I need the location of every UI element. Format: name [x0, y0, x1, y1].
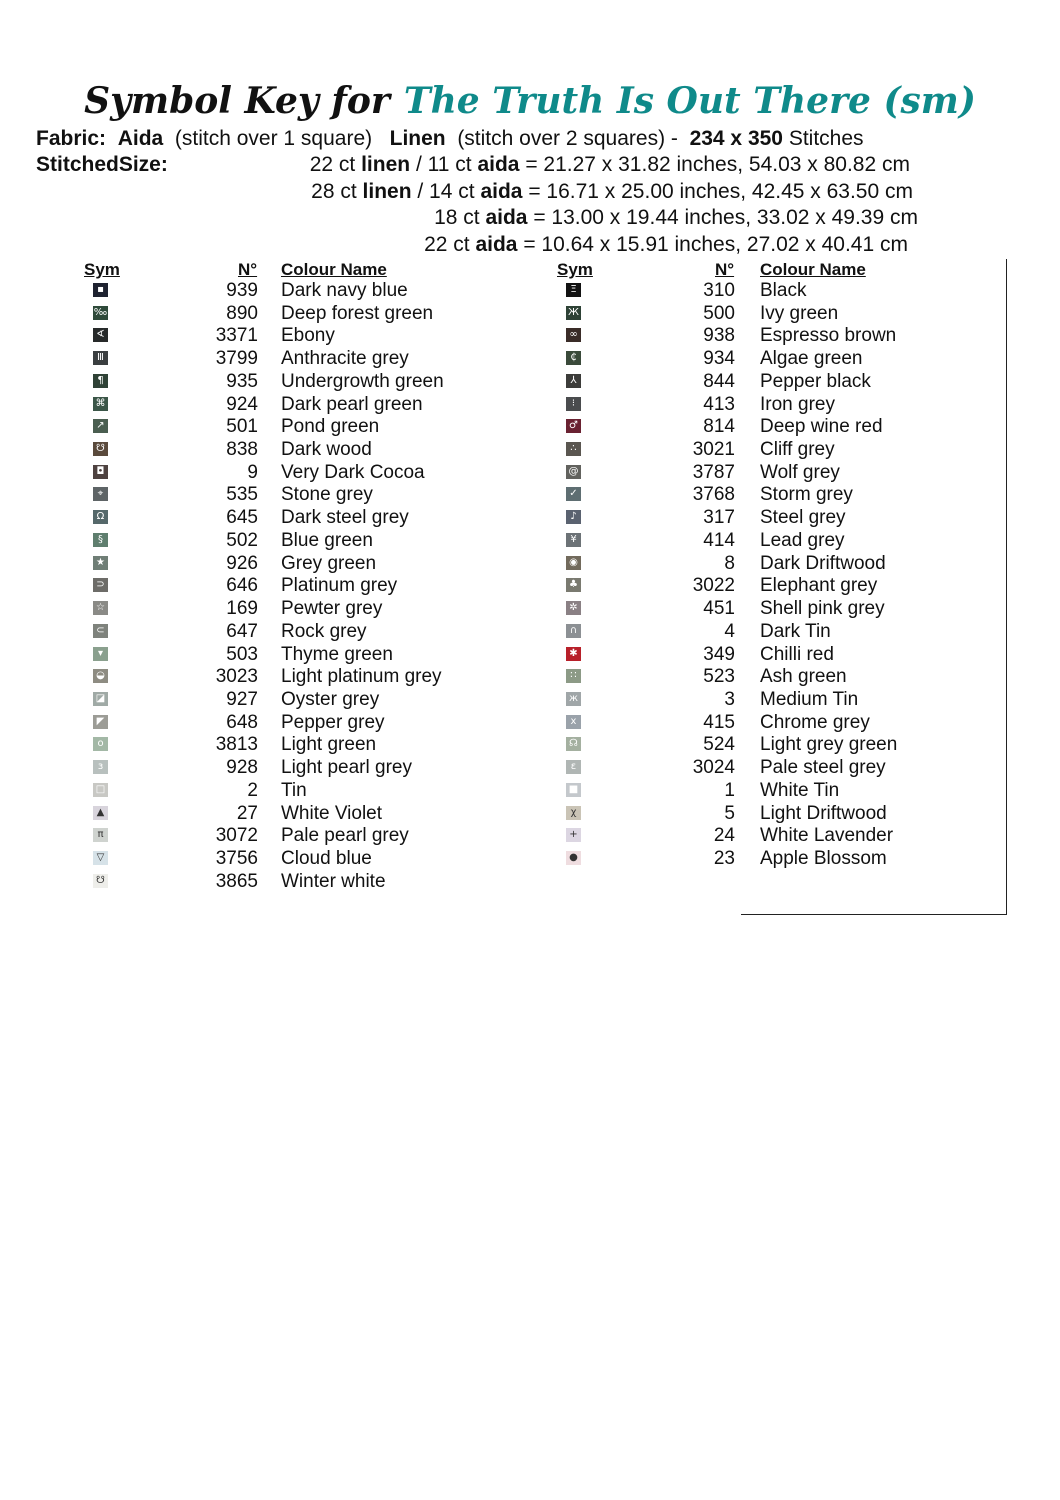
colour-name: Light Driftwood: [760, 802, 887, 824]
fabric-label: Fabric:: [36, 127, 107, 150]
colour-name: White Tin: [760, 779, 840, 801]
colour-number: 4: [724, 620, 735, 642]
colour-name: Chrome grey: [760, 711, 870, 733]
colour-number: 646: [226, 575, 258, 597]
fabric-line: [36, 126, 864, 152]
colour-name: Ash green: [760, 666, 847, 688]
colour-number: 3: [724, 688, 735, 710]
symbol-swatch-icon: ⁝: [566, 397, 581, 411]
symbol-swatch-icon: ◒: [93, 669, 108, 683]
colour-number: 3756: [215, 847, 258, 869]
size-aida: aida: [485, 206, 528, 229]
colour-name: Apple Blossom: [760, 847, 887, 869]
symbol-swatch-icon: +: [566, 828, 581, 842]
table-border-right: [1006, 259, 1007, 915]
symbol-swatch-icon: ◘: [93, 465, 108, 479]
colour-number: 939: [226, 280, 258, 301]
colour-name: Light platinum grey: [281, 666, 442, 688]
colour-row: [0, 416, 1060, 439]
symbol-swatch-icon: Ⅲ: [93, 351, 108, 365]
colour-row: [0, 575, 1060, 598]
fabric-linen-note: (stitch over 2 squares) -: [457, 127, 678, 150]
colour-number: 451: [703, 598, 735, 620]
colour-name: Cloud blue: [281, 847, 372, 869]
symbol-swatch-icon: ⊃: [93, 578, 108, 592]
colour-number: 5: [724, 802, 735, 824]
colour-number: 310: [703, 280, 735, 301]
colour-name: Medium Tin: [760, 688, 859, 710]
colour-number: 927: [226, 688, 258, 710]
symbol-swatch-icon: ₵: [566, 351, 581, 365]
symbol-swatch-icon: χ: [566, 806, 581, 820]
symbol-swatch-icon: ⊂: [93, 624, 108, 638]
colour-name: Rock grey: [281, 620, 367, 642]
colour-name: Oyster grey: [281, 688, 380, 710]
colour-row: [0, 689, 1060, 712]
size-count: 22 ct: [309, 153, 356, 176]
colour-row: [0, 439, 1060, 462]
colour-name: Anthracite grey: [281, 348, 409, 370]
stitched-size-label: StitchedSize:: [36, 153, 168, 176]
size-mid: / 14 ct: [417, 180, 475, 203]
colour-number: 3865: [215, 870, 258, 892]
symbol-swatch-icon: ∴: [566, 442, 581, 456]
colour-name: Light green: [281, 734, 377, 756]
colour-row: [0, 280, 1060, 303]
colour-number: 415: [703, 711, 735, 733]
colour-number: 317: [703, 507, 735, 529]
colour-number: 926: [226, 552, 258, 574]
colour-number: 935: [226, 370, 258, 392]
colour-number: 3023: [215, 666, 258, 688]
colour-name: Storm grey: [760, 484, 853, 506]
symbol-swatch-icon: ɜ: [93, 760, 108, 774]
colour-number: 938: [703, 325, 735, 347]
size-dims: = 13.00 x 19.44 inches, 33.02 x 49.39 cm: [533, 206, 918, 229]
colour-number: 414: [703, 529, 735, 551]
colour-row: [0, 871, 520, 894]
colour-name: Cliff grey: [760, 439, 835, 461]
symbol-swatch-icon: ∷: [566, 669, 581, 683]
colour-row: [0, 507, 1060, 530]
colour-number: 3022: [692, 575, 735, 597]
pattern-name: The Truth Is Out There (sm): [403, 80, 976, 122]
colour-name: Winter white: [281, 870, 386, 892]
colour-name: Thyme green: [281, 643, 393, 665]
colour-number: 844: [703, 370, 735, 392]
colour-number: 169: [226, 598, 258, 620]
table-border-bottom: [741, 914, 1007, 915]
symbol-swatch-icon: ●: [566, 851, 581, 865]
symbol-swatch-icon: ‰: [93, 306, 108, 318]
colour-name: Platinum grey: [281, 575, 398, 597]
colour-name: Dark navy blue: [281, 280, 408, 301]
symbol-swatch-icon: ⅄: [566, 374, 581, 388]
symbol-swatch-icon: ж: [566, 692, 581, 706]
symbol-swatch-icon: ▽: [93, 851, 108, 865]
stitch-count-label: Stitches: [788, 127, 864, 150]
colour-name: Dark wood: [281, 439, 372, 461]
colour-number: 24: [713, 825, 735, 847]
header-sym-right: Sym: [557, 260, 593, 279]
colour-name: Espresso brown: [760, 325, 897, 347]
stitched-size-line: [434, 205, 918, 231]
symbol-swatch-icon: ◪: [93, 692, 108, 706]
symbol-swatch-icon: ∞: [566, 328, 581, 342]
colour-number: 349: [703, 643, 735, 665]
colour-name: Dark steel grey: [281, 507, 409, 529]
colour-number: 924: [226, 393, 258, 415]
right-colour-list: [0, 280, 1060, 871]
symbol-swatch-icon: ↗: [93, 419, 108, 433]
size-mid: / 11 ct: [415, 153, 472, 176]
size-dims: = 21.27 x 31.82 inches, 54.03 x 80.82 cm: [525, 153, 910, 176]
symbol-swatch-icon: o: [93, 737, 108, 751]
symbol-swatch-icon: x: [566, 715, 581, 729]
fabric-aida-note: (stitch over 1 square): [174, 127, 373, 150]
colour-name: Elephant grey: [760, 575, 878, 597]
size-linen: linen: [361, 153, 411, 176]
size-aida: aida: [477, 153, 520, 176]
stitch-count: 234 x 350: [689, 127, 783, 150]
colour-row: [0, 303, 1060, 326]
size-dims: = 16.71 x 25.00 inches, 42.45 x 63.50 cm: [528, 180, 913, 203]
colour-name: Iron grey: [760, 393, 835, 415]
colour-row: [0, 484, 1060, 507]
symbol-swatch-icon: ☋: [93, 442, 108, 456]
colour-number: 27: [236, 802, 258, 824]
colour-name: Pepper grey: [281, 711, 385, 733]
colour-name: Ivy green: [760, 302, 839, 324]
colour-name: Black: [760, 280, 807, 301]
colour-row: [0, 598, 1060, 621]
colour-name: White Lavender: [760, 825, 894, 847]
colour-row: [0, 325, 1060, 348]
header-sym-left: Sym: [84, 260, 120, 279]
symbol-swatch-icon: π: [93, 828, 108, 842]
colour-name: Dark pearl green: [281, 393, 423, 415]
size-count: 22 ct: [424, 233, 470, 256]
colour-name: Pale steel grey: [760, 757, 886, 779]
colour-name: Light pearl grey: [281, 757, 412, 779]
colour-number: 648: [226, 711, 258, 733]
colour-name: Undergrowth green: [281, 370, 444, 392]
colour-number: 523: [703, 666, 735, 688]
colour-name: Pond green: [281, 416, 380, 438]
colour-name: Pale pearl grey: [281, 825, 409, 847]
colour-number: 934: [703, 348, 735, 370]
colour-row: [0, 371, 1060, 394]
colour-row: [0, 644, 1060, 667]
symbol-swatch-icon: ★: [93, 556, 108, 570]
symbol-swatch-icon: ∢: [93, 328, 108, 342]
colour-number: 928: [226, 757, 258, 779]
colour-row: [0, 848, 1060, 871]
colour-row: [0, 780, 1060, 803]
size-aida: aida: [475, 233, 518, 256]
colour-row: [0, 348, 1060, 371]
symbol-swatch-icon: ⌘: [93, 397, 108, 411]
colour-number: 3072: [215, 825, 258, 847]
symbol-swatch-icon: ¥: [566, 533, 581, 547]
colour-row: [0, 734, 1060, 757]
colour-name: Chilli red: [760, 643, 834, 665]
colour-number: 9: [247, 461, 258, 483]
colour-name: Light grey green: [760, 734, 898, 756]
colour-number: 814: [703, 416, 735, 438]
colour-number: 3787: [692, 461, 735, 483]
symbol-swatch-icon: Ξ: [566, 283, 581, 297]
symbol-swatch-icon: ¶: [93, 374, 108, 388]
size-count: 28 ct: [311, 180, 357, 203]
symbol-swatch-icon: ✱: [566, 647, 581, 661]
header-num-right: N°: [715, 260, 735, 279]
colour-row: [0, 553, 1060, 576]
colour-number: 413: [703, 393, 735, 415]
header-name-left: Colour Name: [281, 260, 387, 279]
colour-row: [0, 803, 1060, 826]
symbol-swatch-icon: ⌖: [93, 487, 108, 501]
colour-row: [0, 394, 1060, 417]
colour-name: Wolf grey: [760, 461, 840, 483]
colour-number: 890: [226, 302, 258, 324]
symbol-swatch-icon: ♂: [566, 419, 581, 433]
symbol-swatch-icon: ✲: [566, 601, 581, 615]
colour-number: 3021: [692, 439, 735, 461]
colour-number: 645: [226, 507, 258, 529]
symbol-swatch-icon: ♣: [566, 578, 581, 592]
symbol-swatch-icon: ε: [566, 760, 581, 774]
symbol-swatch-icon: Ж: [566, 306, 581, 320]
stitched-size-line: [310, 152, 910, 178]
symbol-swatch-icon: □: [93, 783, 108, 797]
colour-name: Grey green: [281, 552, 377, 574]
colour-number: 838: [226, 439, 258, 461]
colour-row: [0, 825, 1060, 848]
colour-name: Ebony: [281, 325, 335, 347]
symbol-swatch-icon: ▲: [93, 806, 108, 820]
header-name-right: Colour Name: [760, 260, 866, 279]
colour-number: 8: [724, 552, 735, 574]
symbol-swatch-icon: ☆: [93, 601, 108, 615]
stitched-size-line: [424, 232, 908, 258]
symbol-swatch-icon: ▪: [93, 283, 108, 297]
colour-number: 23: [713, 847, 735, 869]
size-dims: = 10.64 x 15.91 inches, 27.02 x 40.41 cm: [523, 233, 908, 256]
colour-number: 501: [226, 416, 258, 438]
colour-number: 3799: [215, 348, 258, 370]
colour-number: 524: [703, 734, 735, 756]
colour-row: [0, 666, 1060, 689]
colour-row: [0, 462, 1060, 485]
colour-row: [0, 712, 1060, 735]
colour-name: Deep wine red: [760, 416, 883, 438]
size-aida: aida: [480, 180, 523, 203]
colour-name: Blue green: [281, 529, 373, 551]
symbol-swatch-icon: @: [566, 465, 581, 479]
symbol-swatch-icon: ◉: [566, 556, 581, 570]
stitched-size-line: [311, 179, 913, 205]
colour-name: White Violet: [281, 802, 383, 824]
header-num-left: N°: [238, 260, 258, 279]
symbol-swatch-icon: ♪: [566, 510, 581, 524]
title-prefix: Symbol Key for: [84, 80, 390, 122]
colour-name: Tin: [281, 779, 307, 801]
colour-number: 1: [724, 779, 735, 801]
size-linen: linen: [362, 180, 412, 203]
colour-name: Lead grey: [760, 529, 845, 551]
symbol-swatch-icon: ◤: [93, 715, 108, 729]
symbol-swatch-icon: Ω: [93, 510, 108, 524]
fabric-linen: Linen: [389, 127, 446, 150]
colour-name: Algae green: [760, 348, 863, 370]
colour-name: Very Dark Cocoa: [281, 461, 425, 483]
colour-name: Pepper black: [760, 370, 871, 392]
colour-number: 3813: [215, 734, 258, 756]
colour-number: 500: [703, 302, 735, 324]
colour-number: 3371: [215, 325, 258, 347]
colour-name: Deep forest green: [281, 302, 434, 324]
symbol-swatch-icon: ✓: [566, 487, 581, 501]
colour-name: Shell pink grey: [760, 598, 885, 620]
symbol-swatch-icon: ☋: [93, 874, 108, 888]
symbol-swatch-icon: §: [93, 533, 108, 547]
colour-number: 3024: [692, 757, 735, 779]
colour-name: Dark Tin: [760, 620, 831, 642]
symbol-swatch-icon: ☊: [566, 737, 581, 751]
colour-row: [0, 757, 1060, 780]
colour-name: Stone grey: [281, 484, 373, 506]
colour-name: Pewter grey: [281, 598, 383, 620]
fabric-aida: Aida: [117, 127, 164, 150]
colour-number: 647: [226, 620, 258, 642]
colour-row: [0, 621, 1060, 644]
colour-number: 503: [226, 643, 258, 665]
colour-name: Dark Driftwood: [760, 552, 886, 574]
colour-number: 2: [247, 779, 258, 801]
colour-row: [0, 530, 1060, 553]
colour-name: Steel grey: [760, 507, 846, 529]
colour-number: 3768: [692, 484, 735, 506]
colour-number: 502: [226, 529, 258, 551]
page-title: [0, 76, 1060, 126]
colour-number: 535: [226, 484, 258, 506]
symbol-swatch-icon: ∩: [566, 624, 581, 638]
symbol-swatch-icon: ▾: [93, 647, 108, 661]
symbol-swatch-icon: ■: [566, 783, 581, 797]
size-count: 18 ct: [434, 206, 480, 229]
